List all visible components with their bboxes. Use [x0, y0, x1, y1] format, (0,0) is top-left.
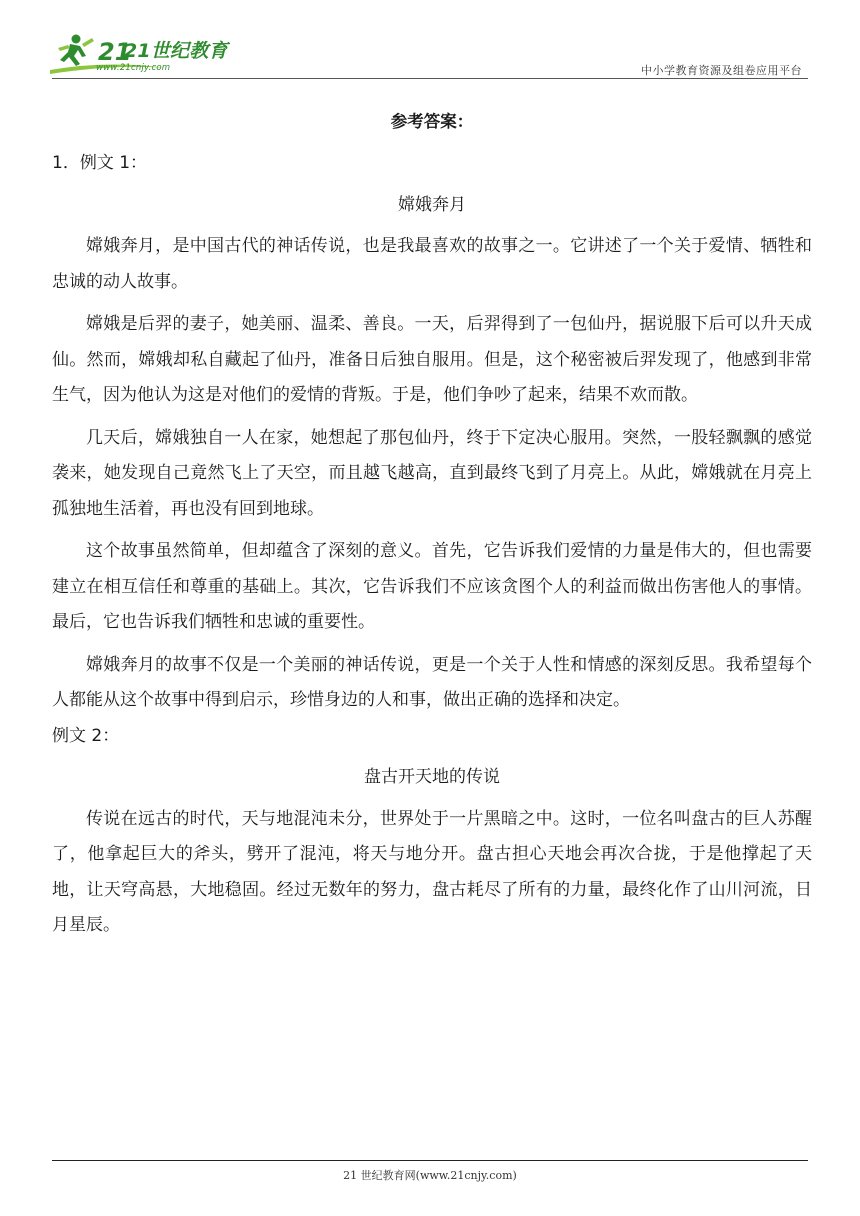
answer-heading: 参考答案： — [390, 112, 474, 131]
question-1-label: 1．例文 1： — [52, 153, 148, 173]
svg-text:21: 21 — [98, 38, 132, 66]
essay-1-title: 嫦娥奔月 — [398, 194, 466, 215]
footer-divider — [52, 1160, 808, 1161]
header-divider — [52, 78, 808, 79]
page-header — [0, 0, 860, 82]
logo-url: www.21cnjy.com — [96, 63, 171, 73]
essay-1-paragraph: 嫦娥奔月的故事不仅是一个美丽的神话传说，更是一个关于人性和情感的深刻反思。我希望每个人都能从这个故事中得到启示，珍惜身边的人和事，做出正确的选择和决定。 — [52, 654, 812, 710]
essay-1-paragraph: 嫦娥奔月，是中国古代的神话传说，也是我最喜欢的故事之一。它讲述了一个关于爱情、牺牲和忠诚的动人故事。 — [52, 236, 812, 292]
logo-text: 21世纪教育 — [124, 40, 228, 62]
essay-1-paragraph: 这个故事虽然简单，但却蕴含了深刻的意义。首先，它告诉我们爱情的力量是伟大的，但也需要建立在相互信任和尊重的基础上。其次，它告诉我们不应该贪图个人的利益而做出伤害他人的事情。最后，它也告诉我们牺牲和忠诚的重要性。 — [52, 541, 812, 632]
essay-1-paragraph: 几天后，嫦娥独自一人在家，她想起了那包仙丹，终于下定决心服用。突然，一股轻飘飘的感觉袭来，她发现自己竟然飞上了天空，而且越飞越高，直到最终飞到了月亮上。从此，嫦娥就在月亮上孤独地生活着，再也没有回到地球。 — [52, 427, 812, 519]
example-2-label: 例文 2： — [52, 725, 120, 746]
document-body — [52, 108, 812, 944]
essay-2-paragraph: 传说在远古的时代，天与地混沌未分，世界处于一片黑暗之中。这时，一位名叫盘古的巨人苏醒了，他拿起巨大的斧头，劈开了混沌，将天与地分开。盘古担心天地会再次合拢，于是他撑起了天地，让天穹高悬，大地稳固。经过无数年的努力，盘古耗尽了所有的力量，最终化作了山川河流，日月星辰。 — [52, 808, 812, 935]
essay-1-paragraph: 嫦娥是后羿的妻子，她美丽、温柔、善良。一天，后羿得到了一包仙丹，据说服下后可以升天成仙。然而，嫦娥却私自藏起了仙丹，准备日后独自服用。但是，这个秘密被后羿发现了，他感到非常生气，因为他认为这是对他们的爱情的背叛。于是，他们争吵了起来，结果不欢而散。 — [52, 314, 812, 405]
page-footer[interactable]: 21 世纪教育网(www.21cnjy.com) — [343, 1169, 517, 1182]
platform-name: 中小学教育资源及组卷应用平台 — [641, 64, 802, 77]
site-logo[interactable] — [46, 30, 226, 80]
essay-2-title: 盘古开天地的传说 — [364, 767, 500, 787]
